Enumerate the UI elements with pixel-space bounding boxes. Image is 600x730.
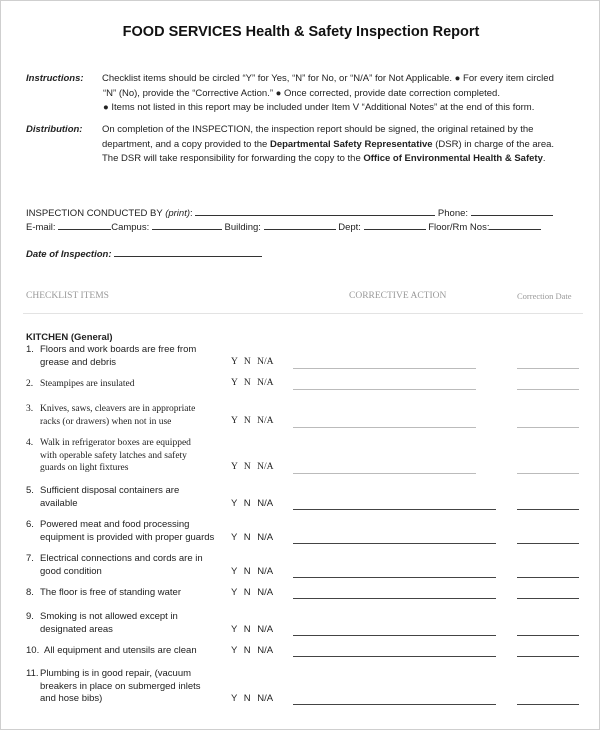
correction-date-field[interactable] (517, 635, 579, 636)
correction-date-field[interactable] (517, 389, 579, 390)
corrective-action-field[interactable] (293, 635, 496, 636)
item-number: 5. (26, 485, 34, 496)
yes-no-na-choices[interactable]: Y N N/A (231, 462, 274, 472)
dept-label: Dept: (338, 222, 361, 233)
item-number: 9. (26, 611, 34, 622)
report-title: FOOD SERVICES Health & Safety Inspection Report (122, 24, 480, 40)
corrective-action-field[interactable] (293, 509, 496, 510)
item-label: All equipment and utensils are clean (44, 645, 197, 656)
text: department, and a copy provided to the (102, 139, 270, 150)
date-row (26, 247, 262, 260)
item-number: 8. (26, 587, 34, 598)
building-field[interactable] (264, 220, 336, 230)
correction-date-field[interactable] (517, 598, 579, 599)
date-of-inspection-field[interactable] (114, 247, 262, 257)
corrective-action-field[interactable] (293, 577, 496, 578)
item-text-line: available (40, 497, 78, 509)
distribution-line-3 (102, 153, 546, 164)
corrective-action-field[interactable] (293, 543, 496, 544)
item-text-line (26, 611, 178, 624)
item-number: 3. (26, 404, 34, 414)
item-text-line (26, 519, 214, 532)
item-text-line: with operable safety latches and safety (40, 450, 187, 461)
yes-no-na-choices[interactable]: Y N N/A (231, 378, 274, 388)
instructions-line-3: ● Items not listed in this report may be included under Item V “Additional Notes” at the end of this form. (103, 102, 535, 113)
item-label: Knives, saws, cleavers are in appropriate (40, 404, 196, 414)
item-text (26, 587, 181, 600)
item-label: Plumbing is in good repair, (vacuum (40, 668, 192, 679)
item-number: 2. (26, 379, 34, 389)
colon: : (190, 208, 193, 219)
column-checklist-items: CHECKLIST ITEMS (26, 291, 109, 301)
office-bold: Office of Environmental Health & Safety (363, 153, 543, 164)
correction-date-field[interactable] (517, 509, 579, 510)
item-text (26, 378, 134, 391)
conducted-by-field[interactable] (195, 206, 435, 216)
item-text-line (26, 587, 181, 600)
item-text-line: guards on light fixtures (40, 463, 129, 473)
corrective-action-field[interactable] (293, 389, 476, 390)
item-text-line (26, 378, 134, 391)
conducted-by-label: INSPECTION CONDUCTED BY (26, 208, 166, 219)
section-kitchen: KITCHEN (General) (26, 332, 113, 343)
yes-no-na-choices[interactable]: Y N N/A (231, 565, 274, 577)
corrective-action-field[interactable] (293, 656, 496, 657)
item-text (26, 519, 214, 544)
item-text (26, 553, 203, 578)
item-text-line (26, 344, 196, 357)
item-number: 7. (26, 553, 34, 564)
distribution-line-1: On completion of the INSPECTION, the inspection report should be signed, the original retained by the (102, 124, 534, 135)
yes-no-na-choices[interactable]: Y N N/A (231, 415, 274, 426)
correction-date-field[interactable] (517, 656, 579, 657)
item-text-line (26, 553, 203, 566)
text: (DSR) in charge of the area. (432, 139, 555, 150)
distribution-label: Distribution: (26, 124, 83, 135)
item-text (26, 611, 178, 636)
item-text-line: grease and debris (40, 356, 117, 368)
item-text (26, 485, 179, 510)
yes-no-na-choices[interactable]: Y N N/A (231, 587, 274, 598)
dept-field[interactable] (364, 220, 426, 230)
corrective-action-field[interactable] (293, 368, 476, 369)
item-text (26, 403, 195, 428)
item-label: Steampipes are insulated (40, 379, 135, 389)
item-text-line (26, 668, 201, 681)
item-text-line (26, 437, 191, 450)
item-number: 6. (26, 519, 34, 530)
building-label: Building: (224, 222, 261, 233)
column-corrective-action: CORRECTIVE ACTION (349, 291, 447, 301)
correction-date-field[interactable] (517, 473, 579, 474)
item-label: Sufficient disposal containers are (40, 485, 180, 496)
date-of-inspection-label: Date of Inspection: (26, 249, 112, 260)
contact-row (26, 220, 541, 233)
item-label: Powered meat and food processing (40, 519, 190, 530)
item-text-line: breakers in place on submerged inlets (40, 680, 201, 692)
item-text-line (26, 485, 179, 498)
item-number: 11. (26, 668, 39, 679)
correction-date-field[interactable] (517, 704, 579, 705)
campus-label: Campus: (111, 222, 150, 233)
item-label: The floor is free of standing water (40, 587, 181, 598)
item-text-line: designated areas (40, 623, 113, 635)
correction-date-field[interactable] (517, 368, 579, 369)
yes-no-na-choices[interactable]: Y N N/A (231, 645, 274, 656)
yes-no-na-choices[interactable]: Y N N/A (231, 531, 274, 543)
correction-date-field[interactable] (517, 427, 579, 428)
item-text (26, 344, 196, 369)
floor-field[interactable] (489, 220, 541, 230)
yes-no-na-choices[interactable]: Y N N/A (231, 623, 274, 635)
instructions-line-1: Checklist items should be circled “Y” for Yes, “N” for No, or “N/A” for Not Applicable. ● For every item circled (102, 73, 554, 84)
text: . (542, 153, 546, 164)
correction-date-field[interactable] (517, 577, 579, 578)
item-text (26, 437, 191, 475)
item-text (26, 645, 197, 658)
print-label: (print) (165, 208, 190, 219)
corrective-action-field[interactable] (293, 704, 496, 705)
distribution-line-2 (102, 139, 554, 150)
dsr-bold: Departmental Safety Representative (269, 139, 433, 150)
item-label: Walk in refrigerator boxes are equipped (40, 438, 191, 448)
item-text (26, 668, 201, 706)
corrective-action-field[interactable] (293, 598, 496, 599)
item-text-line: equipment is provided with proper guards (40, 531, 215, 543)
corrective-action-field[interactable] (293, 473, 476, 474)
email-label: E-mail: (26, 222, 56, 233)
item-label: Smoking is not allowed except in (40, 611, 178, 622)
divider (23, 313, 583, 314)
yes-no-na-choices[interactable]: Y N N/A (231, 497, 274, 509)
text: The DSR will take responsibility for forwarding the copy to the (102, 153, 364, 164)
item-number: 10. (26, 645, 40, 656)
item-text-line (26, 645, 197, 658)
item-text-line: and hose bibs) (40, 693, 103, 704)
conducted-by-row (26, 206, 553, 219)
item-number: 4. (26, 438, 34, 448)
item-text-line: racks (or drawers) when not in use (40, 416, 172, 427)
column-correction-date: Correction Date (517, 291, 572, 301)
phone-field[interactable] (471, 206, 553, 216)
yes-no-na-choices[interactable]: Y N N/A (231, 356, 274, 367)
item-label: Electrical connections and cords are in (40, 553, 203, 564)
instructions-line-2: “N” (No), provide the “Corrective Action.” ● Once corrected, provide date correction completed. (103, 88, 500, 99)
item-label: Floors and work boards are free from (40, 344, 197, 355)
yes-no-na-choices[interactable]: Y N N/A (231, 693, 274, 704)
email-field[interactable] (58, 220, 111, 230)
item-text-line (26, 403, 195, 416)
correction-date-field[interactable] (517, 543, 579, 544)
campus-field[interactable] (152, 220, 222, 230)
instructions-label: Instructions: (26, 73, 84, 84)
phone-label: Phone: (437, 208, 469, 219)
floor-label: Floor/Rm Nos: (428, 222, 490, 233)
item-number: 1. (26, 344, 34, 355)
corrective-action-field[interactable] (293, 427, 476, 428)
item-text-line: good condition (40, 565, 102, 577)
